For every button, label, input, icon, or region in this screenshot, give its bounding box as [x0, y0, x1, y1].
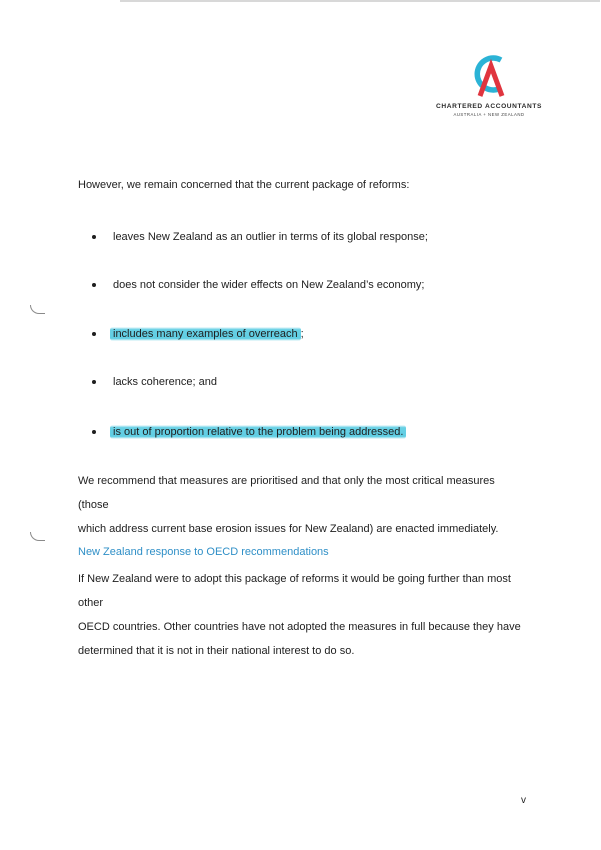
section-paragraph — [78, 567, 528, 663]
paragraph-line: If New Zealand were to adopt this package of reforms it would be going further than most other — [78, 573, 511, 609]
section-heading: New Zealand response to OECD recommendations — [78, 546, 329, 558]
bullet-text-group — [113, 425, 406, 439]
bullet-text: does not consider the wider effects on New Zealand’s economy; — [113, 279, 425, 291]
paragraph-line: which address current base erosion issues for New Zealand) are enacted immediately. — [78, 523, 499, 535]
bullet-item — [92, 278, 512, 294]
bullet-item — [92, 375, 512, 391]
bullet-suffix: ; — [300, 328, 304, 340]
bullet-dot — [92, 332, 96, 336]
paragraph-line: OECD countries. Other countries have not adopted the measures in full because they have — [78, 621, 521, 633]
scan-mark — [30, 532, 45, 541]
logo-subtitle: AUSTRALIA + NEW ZEALAND — [453, 112, 525, 117]
bullet-item — [92, 425, 512, 441]
bullet-text: lacks coherence; and — [113, 376, 217, 388]
bullet-text-group — [113, 327, 304, 341]
intro-text: However, we remain concerned that the current package of reforms: — [78, 179, 410, 191]
ca-logo — [436, 50, 542, 120]
bullet-item — [92, 327, 512, 343]
bullet-dot — [92, 235, 96, 239]
paragraph-line: determined that it is not in their national interest to do so. — [78, 645, 355, 657]
bullet-dot — [92, 380, 96, 384]
logo-name: CHARTERED ACCOUNTANTS — [436, 103, 543, 110]
bullet-dot — [92, 430, 96, 434]
highlighted-text: is out of proportion relative to the problem being addressed. — [110, 425, 406, 439]
page-number: v — [521, 795, 526, 806]
scan-mark — [30, 305, 45, 314]
highlighted-text: includes many examples of overreach — [110, 327, 301, 341]
paragraph-line: We recommend that measures are prioritised and that only the most critical measures (those — [78, 475, 495, 511]
scan-edge-line — [120, 0, 600, 2]
bullet-text: leaves New Zealand as an outlier in terms of its global response; — [113, 231, 428, 243]
bullet-dot — [92, 283, 96, 287]
recommendation-paragraph — [78, 469, 528, 541]
bullet-item — [92, 230, 512, 246]
ca-logo-icon — [469, 50, 509, 100]
